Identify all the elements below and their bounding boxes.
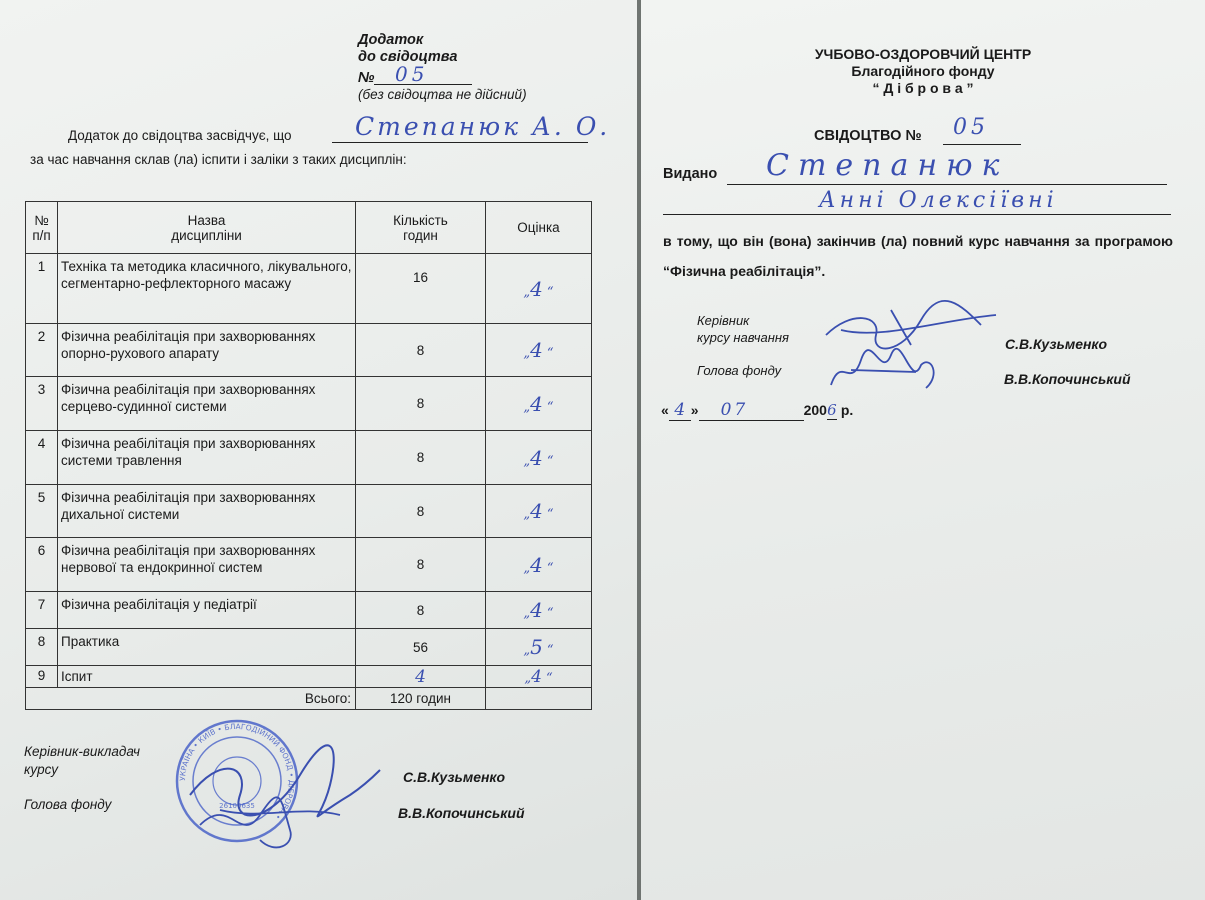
issued-label: Видано: [663, 166, 718, 182]
date-year-prefix: 200: [803, 402, 827, 418]
certificate-number: 05: [953, 115, 989, 140]
total-grade-empty: [486, 688, 592, 710]
row-number: 3: [26, 377, 58, 431]
stamp-ring-text: УКРАЇНА • КИЇВ • БЛАГОДІЙНИЙ ФОНД • ДІБРОВА •: [177, 721, 297, 822]
org-line-3: “ Д і б р о в а ”: [872, 80, 974, 96]
table-row: [26, 666, 592, 688]
signature-kopochynskyi-right: [831, 349, 934, 388]
table-row: [26, 538, 592, 592]
table-row: [26, 485, 592, 538]
row-number: 6: [26, 538, 58, 592]
row-number: 5: [26, 485, 58, 538]
disciplines-table: [25, 201, 592, 710]
row-hours: 8: [356, 592, 486, 629]
row-hours-handwritten: 4: [356, 666, 486, 688]
left-name-kuzmenko: С.В.Кузьменко: [403, 769, 506, 785]
row-grade: „5“: [486, 629, 592, 666]
row-grade: „4“: [486, 431, 592, 485]
row-hours: 56: [356, 629, 486, 666]
row-grade: „4“: [486, 377, 592, 431]
row-number: 2: [26, 324, 58, 377]
row-discipline: Фізична реабілітація у педіатрії: [58, 592, 356, 629]
header-grade: Оцінка: [486, 202, 592, 254]
date-day-field: [669, 400, 691, 421]
right-role-course-head: Керівник курсу навчання: [697, 313, 789, 345]
row-hours: 8: [356, 485, 486, 538]
row-discipline: Фізична реабілітація при захворюваннях опорно-рухового апарату: [58, 324, 356, 377]
row-hours: 8: [356, 538, 486, 592]
signature-kuzmenko-right: [826, 301, 996, 349]
org-line-1: УЧБОВО-ОЗДОРОВЧИЙ ЦЕНТР: [814, 46, 1032, 62]
intro-name-line: [332, 142, 588, 143]
grade-value: 4: [530, 338, 547, 362]
row-discipline: Фізична реабілітація при захворюваннях нервової та ендокринної систем: [58, 538, 356, 592]
grade-value: 4: [530, 391, 547, 416]
header-number: № п/п: [26, 202, 58, 254]
certificate-title: СВІДОЦТВО №: [814, 128, 922, 144]
appendix-heading: [358, 32, 457, 66]
certificate-date: « 4 » 07 2006 р.: [661, 400, 854, 420]
left-signatures-scribble: [180, 735, 390, 865]
table-header-row: [26, 202, 592, 254]
grade-value: 5: [530, 635, 547, 659]
grade-value: 4: [531, 666, 546, 687]
left-role-course-teacher: Керівник-викладач курсу: [24, 744, 140, 777]
row-discipline: Практика: [58, 629, 356, 666]
table-row: [26, 592, 592, 629]
grade-value: 4: [530, 499, 547, 523]
right-name-kuzmenko: С.В.Кузьменко: [1005, 336, 1108, 352]
header-discipline: Назва дисципліни: [58, 202, 356, 254]
intro-line: Додаток до свідоцтва засвідчує, що: [68, 128, 292, 143]
certificate-body: в тому, що він (вона) закінчив (ла) повний курс навчання за програмою “Фізична реабілітація”.: [663, 233, 1173, 279]
row-number: 4: [26, 431, 58, 485]
appendix-number-label: №: [358, 70, 375, 86]
total-hours: 120 годин: [356, 688, 486, 710]
row-discipline: Фізична реабілітація при захворюваннях серцево-судинної системи: [58, 377, 356, 431]
row-hours: 16: [356, 254, 486, 324]
org-heading: [641, 46, 1205, 97]
grade-value: 4: [530, 445, 547, 470]
table-row: [26, 629, 592, 666]
grade-value: 4: [530, 598, 547, 622]
certificate-page: [641, 0, 1205, 900]
table-total-row: [26, 688, 592, 710]
issued-line-1: [727, 184, 1167, 185]
table-row: [26, 431, 592, 485]
row-hours: 8: [356, 324, 486, 377]
appendix-note: (без свідоцтва не дійсний): [358, 87, 527, 102]
row-grade: „4“: [486, 592, 592, 629]
row-discipline: Техніка та методика класичного, лікувального, сегментарно-рефлекторного масажу: [58, 254, 356, 324]
row-number: 9: [26, 666, 58, 688]
table-row: [26, 324, 592, 377]
header-hours: Кількість годин: [356, 202, 486, 254]
grade-value: 4: [530, 276, 547, 301]
table-row: [26, 254, 592, 324]
date-year-field: [827, 401, 837, 420]
row-number: 8: [26, 629, 58, 666]
row-discipline: Фізична реабілітація при захворюваннях дихальної системи: [58, 485, 356, 538]
issued-surname-handwritten: Степанюк: [766, 148, 1009, 183]
appendix-subtitle: до свідоцтва: [358, 49, 458, 65]
row-hours: 8: [356, 431, 486, 485]
row-grade: „4“: [486, 254, 592, 324]
date-year-digit: 6: [827, 401, 837, 419]
date-month: 07: [720, 400, 749, 420]
row-grade: „4“: [486, 538, 592, 592]
date-suffix: р.: [840, 402, 854, 418]
intro-exams-line: за час навчання склав (ла) іспити і заліки з таких дисциплін:: [30, 152, 407, 167]
left-name-kopochynskyi: В.В.Копочинський: [398, 805, 525, 821]
signature-kuzmenko-left: [190, 745, 380, 816]
appendix-title: Додаток: [358, 32, 424, 48]
certificate-number-line: [943, 144, 1021, 145]
row-grade: „4“: [486, 666, 592, 688]
row-number: 1: [26, 254, 58, 324]
row-discipline: Фізична реабілітація при захворюваннях системи травлення: [58, 431, 356, 485]
row-number: 7: [26, 592, 58, 629]
issued-line-2: [663, 214, 1171, 215]
date-day: 4: [674, 400, 686, 420]
right-signatures-scribble: [821, 300, 1001, 400]
student-name-handwritten: Степанюк А. О.: [355, 112, 611, 141]
row-grade: „4“: [486, 485, 592, 538]
left-role-fund-head: Голова фонду: [24, 797, 112, 812]
stamp-code: 26100635: [219, 802, 255, 810]
signature-kopochynskyi-left: [200, 797, 340, 847]
org-line-2: Благодійного фонду: [851, 63, 995, 79]
total-label: Всього:: [26, 688, 356, 710]
appendix-number: 05: [395, 62, 429, 86]
row-hours: 8: [356, 377, 486, 431]
right-name-kopochynskyi: В.В.Копочинський: [1004, 371, 1131, 387]
right-role-fund-head: Голова фонду: [697, 363, 782, 378]
grade-value: 4: [530, 552, 547, 577]
row-grade: „4“: [486, 324, 592, 377]
date-month-field: [699, 400, 804, 421]
row-discipline: Іспит: [58, 666, 356, 688]
issued-given-names-handwritten: Анні Олексіївні: [819, 188, 1058, 213]
table-row: [26, 377, 592, 431]
